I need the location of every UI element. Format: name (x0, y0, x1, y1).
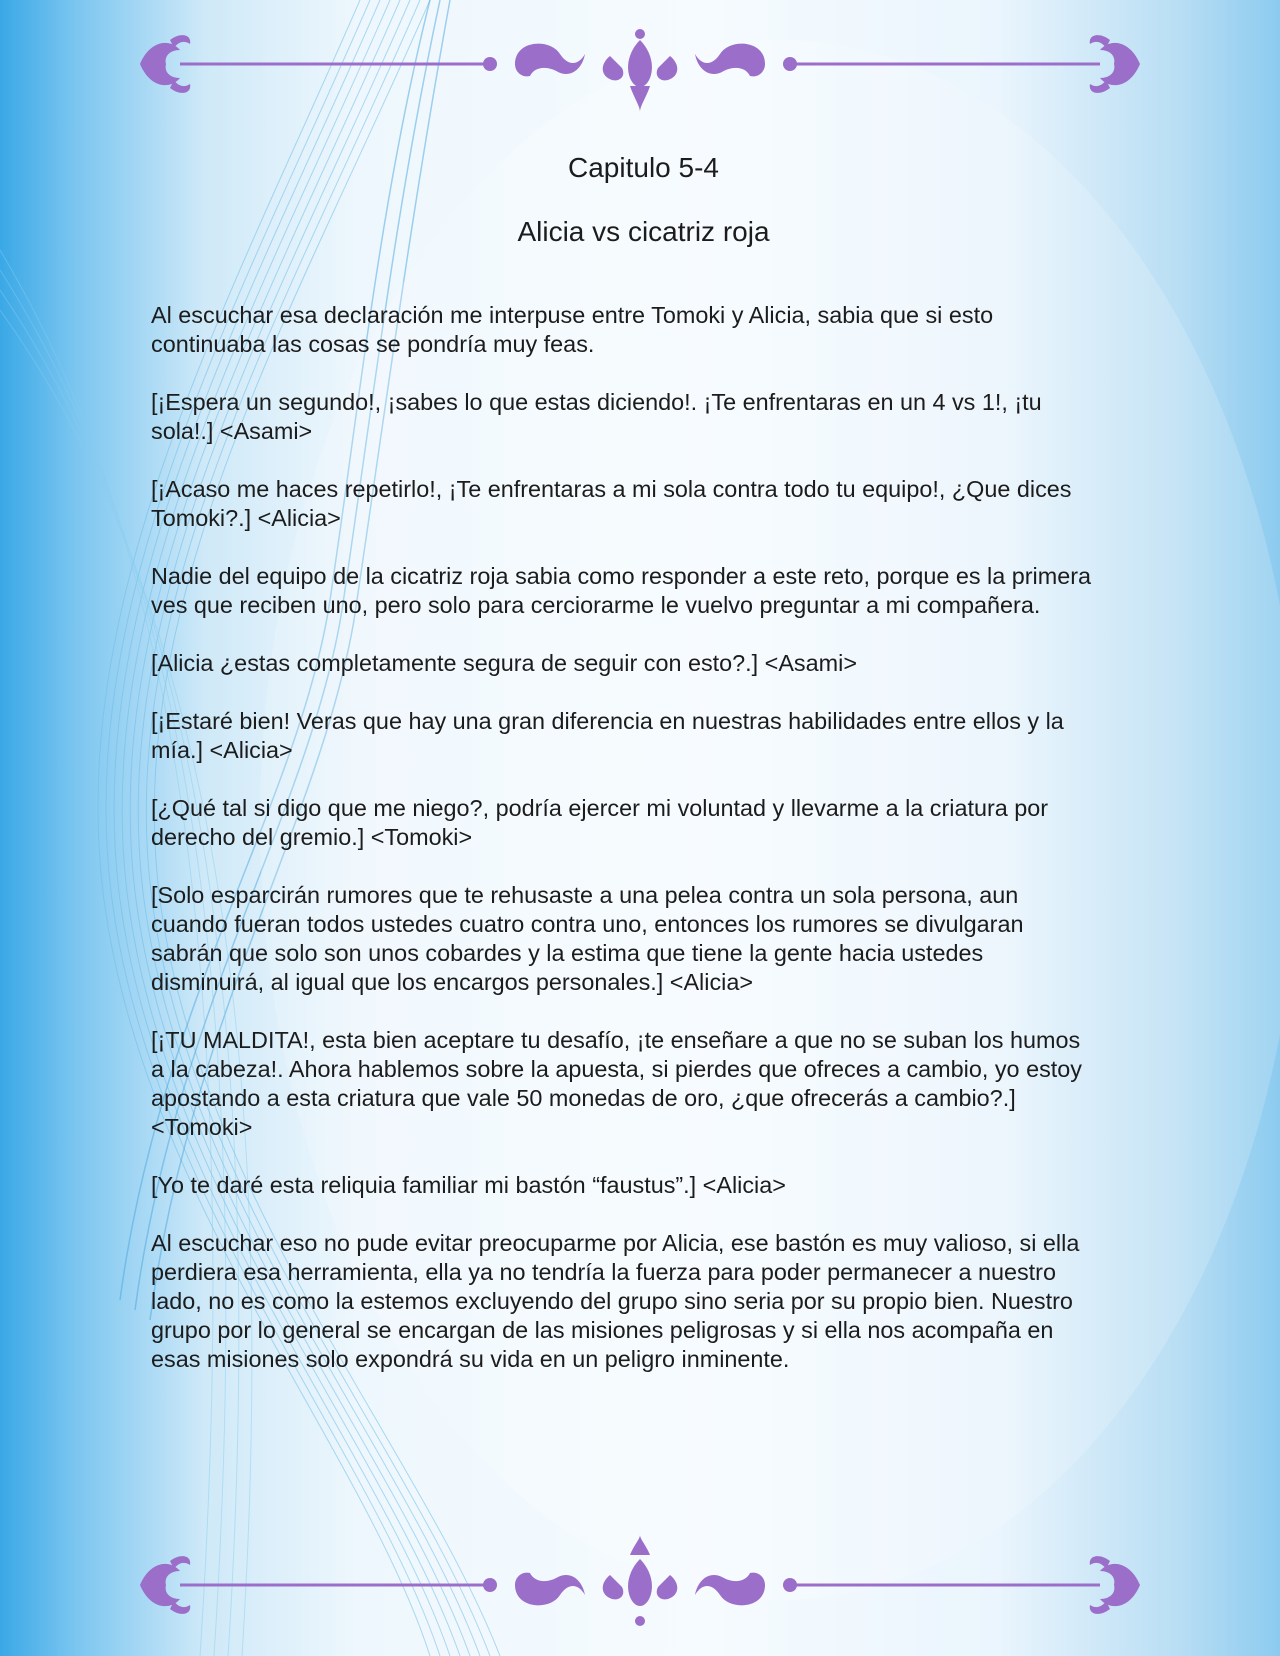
chapter-number: Capitulo 5-4 (568, 152, 719, 183)
paragraph: [Alicia ¿estas completamente segura de seguir con esto?.] <Asami> (151, 649, 857, 676)
chapter-title: Alicia vs cicatriz roja (517, 216, 770, 248)
top-flourish-ornament (130, 20, 1150, 120)
document-body (151, 140, 1096, 1403)
paragraph: Al escuchar eso no pude evitar preocuparme por Alicia, ese bastón es muy valioso, si ella perdiera esa herramienta, ella ya no tendría la fuerza para poder permanecer a nuestro lado, no es como la estemos excluyendo del grupo sino seria por su propio bien. Nuestro grupo por lo general se encargan de las misiones peligrosas y si ella nos acompaña en esas misiones solo expondrá su vida en un peligro inminente. (151, 1229, 1080, 1372)
bottom-flourish-ornament (130, 1535, 1150, 1635)
paragraph: [¡Acaso me haces repetirlo!, ¡Te enfrentaras a mi sola contra todo tu equipo!, ¿Que dices Tomoki?.] <Alicia> (151, 475, 1072, 531)
paragraph: [¡Estaré bien! Veras que hay una gran diferencia en nuestras habilidades entre ellos y la mía.] <Alicia> (151, 707, 1064, 763)
paragraph-list (151, 301, 1096, 1374)
paragraph: [Solo esparcirán rumores que te rehusaste a una pelea contra un sola persona, aun cuando fueran todos ustedes cuatro contra uno, entonces los rumores se divulgaran sabrán que solo son unos cobardes y la estima que tiene la gente hacia ustedes disminuirá, al igual que los encargos personales.] <Alicia> (151, 881, 1024, 995)
paragraph: [¡Espera un segundo!, ¡sabes lo que estas diciendo!. ¡Te enfrentaras en un 4 vs 1!, ¡tu sola!.] <Asami> (151, 388, 1042, 444)
paragraph: Nadie del equipo de la cicatriz roja sabia como responder a este reto, porque es la primera ves que reciben uno, pero solo para cerciorarme le vuelvo preguntar a mi compañera. (151, 562, 1092, 618)
paragraph: Al escuchar esa declaración me interpuse entre Tomoki y Alicia, sabia que si esto continuaba las cosas se pondría muy feas. (151, 301, 994, 357)
paragraph: [¿Qué tal si digo que me niego?, podría ejercer mi voluntad y llevarme a la criatura por derecho del gremio.] <Tomoki> (151, 794, 1049, 850)
paragraph: [¡TU MALDITA!, esta bien aceptare tu desafío, ¡te enseñare a que no se suban los humos a la cabeza!. Ahora hablemos sobre la apuesta, si pierdes que ofreces a cambio, yo estoy apostando a esta criatura que vale 50 monedas de oro, ¿que ofrecerás a cambio?.] <Tomoki> (151, 1026, 1082, 1140)
paragraph: [Yo te daré esta reliquia familiar mi bastón “faustus”.] <Alicia> (151, 1171, 786, 1198)
